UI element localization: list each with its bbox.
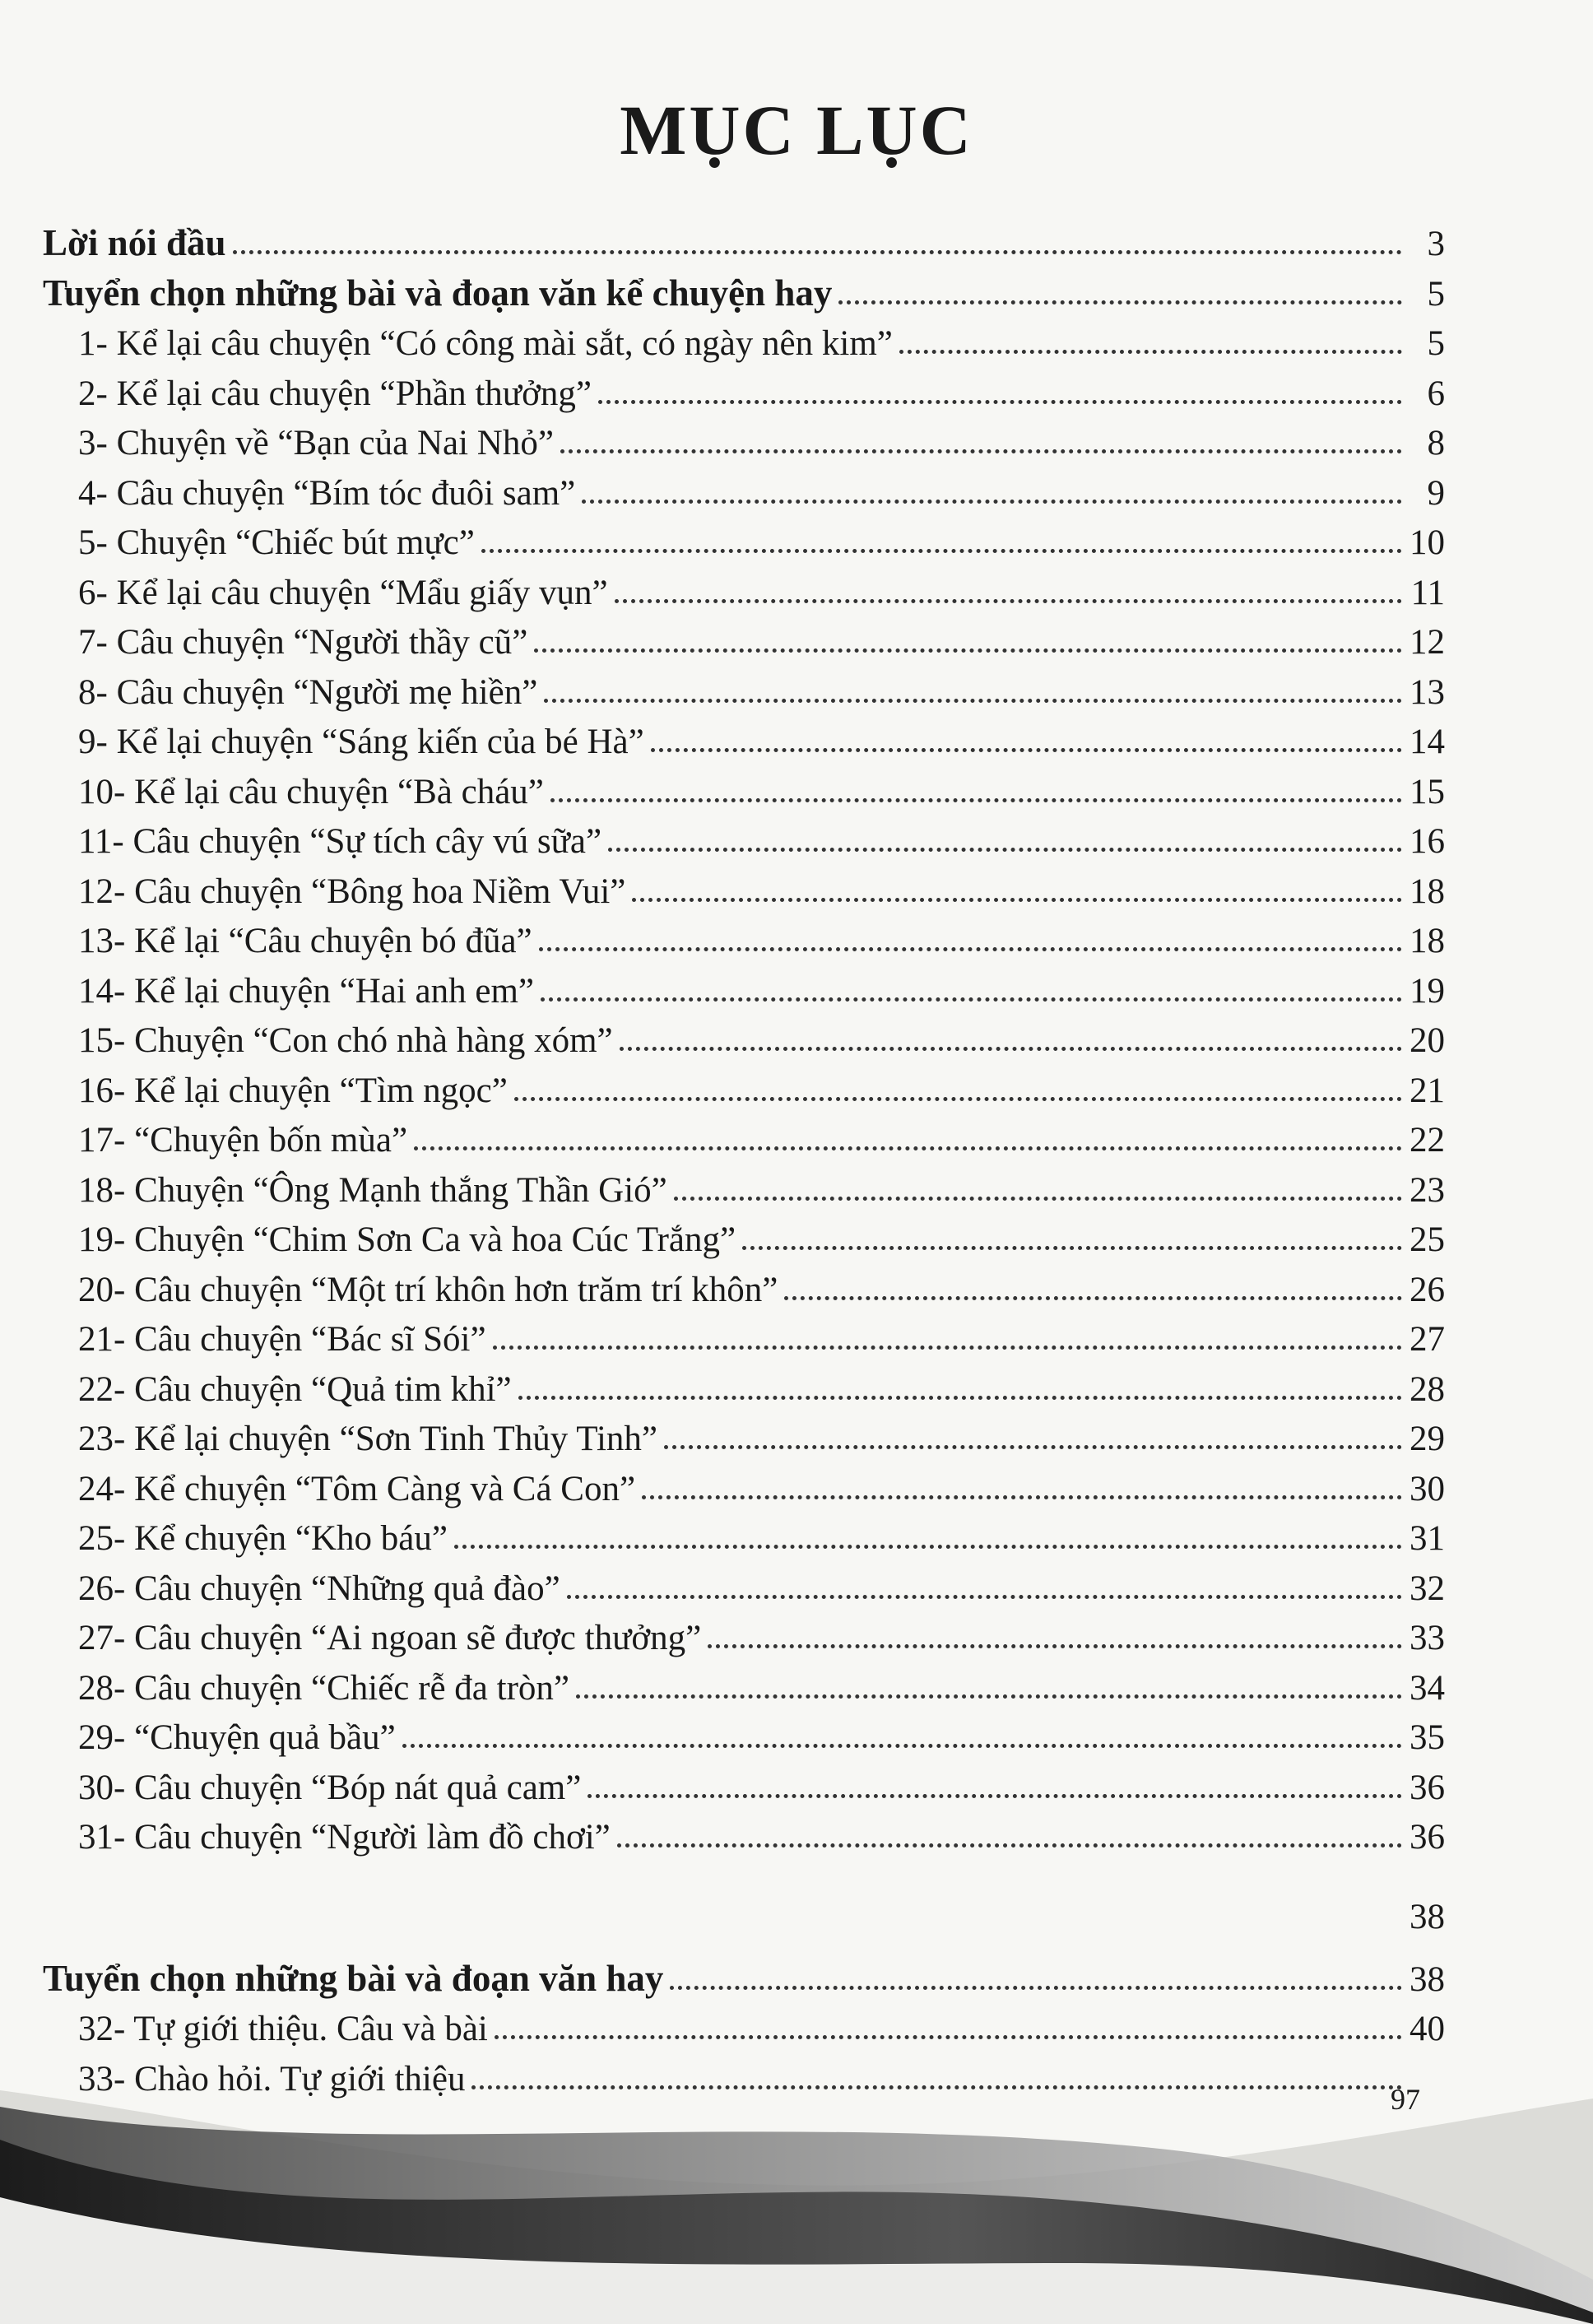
dot-leader [708,1643,1402,1648]
dot-leader [899,349,1402,354]
toc-entry-title: 17- “Chuyện bốn mùa” [78,1121,408,1160]
dot-leader [402,1743,1402,1748]
toc-page-number: 5 [1427,274,1445,314]
toc-page-number: 18 [1410,872,1445,911]
toc-page-number: 36 [1410,1818,1445,1857]
toc-entry-title: Lời nói đầu [43,222,226,263]
toc-entry-title: 31- Câu chuyện “Người làm đồ chơi” [78,1818,611,1857]
dot-leader [539,946,1402,951]
toc-entry-title: 14- Kể lại chuyện “Hai anh em” [78,971,534,1011]
toc-page-number: 6 [1427,374,1445,413]
toc-entry[interactable] [78,1159,1445,1208]
dot-leader [838,300,1402,304]
toc-page-number: 27 [1410,1320,1445,1359]
dot-leader [544,698,1402,703]
toc-entry-title: Tuyển chọn những bài và đoạn văn hay [43,1957,664,1999]
dot-leader [481,548,1402,553]
toc-entry-title: 24- Kể chuyện “Tôm Càng và Cá Con” [78,1469,636,1508]
toc-entry-title: 16- Kể lại chuyện “Tìm ngọc” [78,1071,508,1110]
dot-leader [674,1196,1402,1201]
toc-page-number: 20 [1410,1021,1445,1060]
toc-page-number: 30 [1410,1469,1445,1508]
toc-entry-title: 27- Câu chuyện “Ai ngoan sẽ được thưởng” [78,1619,702,1657]
toc-page-number: 12 [1410,623,1445,662]
dot-leader [454,1544,1402,1549]
dot-leader [567,1594,1402,1599]
dot-leader [576,1694,1402,1699]
toc-page-number: 34 [1410,1668,1445,1708]
toc-page-number: 40 [1410,2010,1445,2048]
toc-page-number: 29 [1410,1420,1445,1458]
toc-entry-title: 7- Câu chuyện “Người thầy cũ” [78,623,528,662]
toc-entry[interactable] [78,1258,1445,1308]
dot-leader [560,449,1402,453]
toc-page-number: 10 [1410,523,1445,562]
toc-entry[interactable] [78,511,1445,560]
toc-entry[interactable] [78,611,1445,660]
toc-entry[interactable] [78,710,1445,760]
toc-entry-title: 32- Tự giới thiệu. Câu và bài [78,2010,488,2048]
dot-leader [233,249,1402,254]
toc-page-number: 14 [1410,723,1445,761]
toc-entry[interactable] [78,760,1445,810]
toc-entry-title: 9- Kể lại chuyện “Sáng kiến của bé Hà” [78,723,644,761]
dot-leader [550,797,1402,802]
toc-entry-title: 25- Kể chuyện “Kho báu” [78,1519,448,1558]
toc-entry-title: 21- Câu chuyện “Bác sĩ Sói” [78,1320,486,1359]
decorative-wave [0,2074,1593,2324]
dot-leader [541,997,1402,1002]
toc-page-number: 35 [1410,1718,1445,1757]
page-number-label: 38 [1410,1897,1445,1936]
toc-page-number: 11 [1410,573,1445,612]
toc-entry[interactable] [78,909,1445,959]
dot-leader [620,1046,1402,1051]
toc-entry-title: 2- Kể lại câu chuyện “Phần thưởng” [78,374,592,413]
toc-entry[interactable] [78,1109,1445,1158]
dot-leader [518,1395,1402,1400]
toc-page-number: 18 [1410,922,1445,960]
dot-leader [534,648,1402,653]
toc-entry[interactable] [78,1806,1445,1855]
dot-leader [742,1245,1402,1250]
toc-entry[interactable] [78,810,1445,859]
toc-entry-title: 23- Kể lại chuyện “Sơn Tinh Thủy Tinh” [78,1420,658,1458]
toc-entry[interactable] [78,1997,1445,2047]
toc-page-number: 23 [1410,1170,1445,1210]
toc-entry-title: 3- Chuyện về “Bạn của Nai Nhỏ” [78,424,554,462]
toc-entry-title: 30- Câu chuyện “Bóp nát quả cam” [78,1768,582,1807]
toc-entry-title: 15- Chuyện “Con chó nhà hàng xóm” [78,1021,613,1060]
toc-entry[interactable] [78,661,1445,710]
toc-entry[interactable] [78,1706,1445,1755]
toc-entry[interactable] [78,312,1445,361]
toc-page-number: 26 [1410,1270,1445,1309]
toc-entry[interactable] [78,1308,1445,1357]
toc-entry[interactable] [78,1208,1445,1257]
toc-page-number: 5 [1427,324,1445,363]
dot-leader [588,1793,1402,1798]
dot-leader [642,1494,1402,1499]
toc-entry[interactable] [78,561,1445,611]
toc-page-number: 19 [1410,971,1445,1011]
toc-entry[interactable] [78,362,1445,411]
toc-entry[interactable] [78,1059,1445,1109]
toc-entry[interactable] [78,1657,1445,1706]
toc-entry-title: 13- Kể lại “Câu chuyện bó đũa” [78,922,532,960]
dot-leader [617,1843,1402,1848]
dot-leader [493,1345,1402,1350]
toc-entry[interactable] [78,411,1445,461]
dot-leader [414,1146,1402,1150]
dot-leader [632,897,1402,902]
toc-entry[interactable] [78,462,1445,511]
page-title: MỤC LỤC [620,91,973,170]
footer-page-number: 97 [1391,2083,1420,2116]
toc-entry[interactable] [78,1457,1445,1507]
dot-leader [608,847,1402,852]
toc-section[interactable] [43,263,1445,312]
toc-entry-title: 1- Kể lại câu chuyện “Có công mài sắt, có ngày nên kim” [78,324,893,363]
dot-leader [784,1295,1402,1300]
toc-entry[interactable] [78,1358,1445,1407]
toc-page-number: 38 [1410,1959,1445,1999]
toc-entry[interactable] [78,1407,1445,1457]
toc-page-number: 9 [1427,473,1445,513]
toc-entry-title: 12- Câu chuyện “Bông hoa Niềm Vui” [78,872,626,911]
toc-page-number: 33 [1410,1619,1445,1657]
toc-entry-title: 19- Chuyện “Chim Sơn Ca và hoa Cúc Trắng” [78,1220,736,1259]
toc-entry-title: 11- Câu chuyện “Sự tích cây vú sữa” [78,822,602,861]
toc-entry-title: 18- Chuyện “Ông Mạnh thắng Thần Gió” [78,1170,667,1210]
toc-page-number: 22 [1410,1121,1445,1160]
toc-entry-title: 4- Câu chuyện “Bím tóc đuôi sam” [78,473,576,513]
dot-leader [670,1985,1402,1990]
dot-leader [651,747,1402,752]
toc-entry[interactable] [78,1009,1445,1058]
toc-entry-title: 26- Câu chuyện “Những quả đào” [78,1569,560,1608]
dot-leader [495,2034,1402,2039]
toc-page-number: 21 [1410,1071,1445,1110]
toc-entry[interactable] [78,1756,1445,1806]
dot-leader [615,598,1402,603]
dot-leader [514,1096,1402,1101]
toc-section[interactable] [43,1948,1445,1997]
toc-page-number: 3 [1427,225,1445,263]
toc-entry[interactable] [78,1507,1445,1556]
toc-entry[interactable] [78,1606,1445,1656]
toc-entry-title: 20- Câu chuyện “Một trí khôn hơn trăm trí khôn” [78,1270,778,1309]
toc-entry-title: 29- “Chuyện quả bầu” [78,1718,396,1757]
toc-page-number: 25 [1410,1220,1445,1259]
toc-entry-title: 6- Kể lại câu chuyện “Mẩu giấy vụn” [78,573,608,612]
toc-page-number: 32 [1410,1569,1445,1608]
toc-page-number: 13 [1410,672,1445,712]
toc-entry-title: Tuyển chọn những bài và đoạn văn kể chuyện hay [43,272,833,314]
toc-page-number: 8 [1427,424,1445,462]
toc-entry-title: 8- Câu chuyện “Người mẹ hiền” [78,672,538,712]
toc-entry[interactable] [78,960,1445,1009]
dot-leader [598,399,1402,404]
toc-entry-title: 28- Câu chuyện “Chiếc rễ đa tròn” [78,1668,569,1708]
toc-entry-title: 10- Kể lại câu chuyện “Bà cháu” [78,772,544,811]
toc-page-number: 28 [1410,1369,1445,1409]
toc-page-number: 16 [1410,822,1445,861]
toc-page-number: 36 [1410,1768,1445,1807]
toc-entry-title: 5- Chuyện “Chiếc bút mực” [78,523,475,562]
toc-page-number: 31 [1410,1519,1445,1558]
toc-entry[interactable] [78,860,1445,909]
dot-leader [582,499,1402,504]
toc-entry-title: 22- Câu chuyện “Quả tim khỉ” [78,1369,512,1409]
toc-section[interactable] [43,212,1445,262]
toc-entry-title: 33- Chào hỏi. Tự giới thiệu [78,2059,466,2099]
dot-leader [664,1444,1402,1449]
toc-entry[interactable] [78,1557,1445,1606]
toc-page-number: 15 [1410,772,1445,811]
